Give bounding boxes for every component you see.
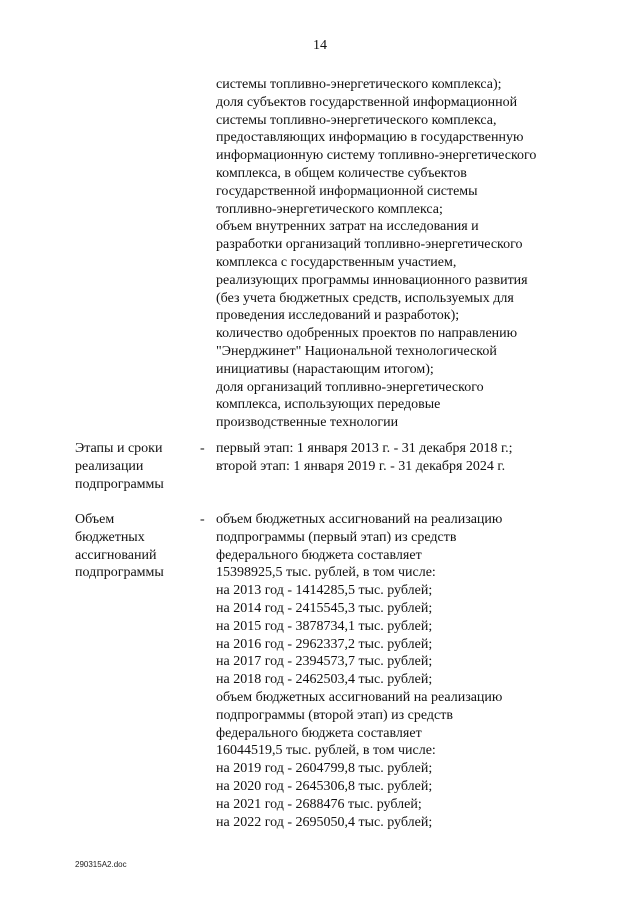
text-line: производственные технологии xyxy=(216,415,399,431)
page-number: 14 xyxy=(313,38,327,53)
stages-text-block xyxy=(216,440,513,476)
text-line: реализующих программы инновационного развития xyxy=(216,272,528,288)
label-line: ассигнований xyxy=(75,547,157,563)
budget-text-block xyxy=(216,511,502,831)
text-line: предоставляющих информацию в государственную xyxy=(216,130,524,146)
label-line: подпрограммы xyxy=(75,565,164,581)
text-line: топливно-энергетического комплекса; xyxy=(216,201,443,217)
text-line: комплекса, использующих передовые xyxy=(216,397,441,413)
label-line: Этапы и сроки xyxy=(75,441,163,456)
text-line: доля организаций топливно-энергетического xyxy=(216,379,484,395)
budget-dash: - xyxy=(200,512,205,527)
text-line: объем бюджетных ассигнований на реализацию xyxy=(216,512,503,527)
text-line: проведения исследований и разработок); xyxy=(216,308,460,324)
text-line: разработки организаций топливно-энергетического xyxy=(216,237,523,253)
text-line: доля субъектов государственной информационной xyxy=(216,94,518,110)
text-line: федерального бюджета составляет xyxy=(216,725,422,741)
text-line: "Энерджинет" Национальной технологической xyxy=(216,343,497,359)
label-line: Объем xyxy=(75,512,115,527)
text-line: подпрограммы (первый этап) из средств xyxy=(216,529,457,545)
text-line: первый этап: 1 января 2013 г. - 31 декабря 2018 г.; xyxy=(216,441,513,456)
text-line: на 2022 год - 2695050,4 тыс. рублей; xyxy=(216,814,433,830)
text-line: на 2016 год - 2962337,2 тыс. рублей; xyxy=(216,636,433,652)
text-line: 16044519,5 тыс. рублей, в том числе: xyxy=(216,743,436,759)
text-line: объем бюджетных ассигнований на реализацию xyxy=(216,689,503,705)
text-line: на 2013 год - 1414285,5 тыс. рублей; xyxy=(216,583,433,599)
footer-filename: 290315A2.doc xyxy=(75,860,127,869)
text-line: комплекса, в общем количестве субъектов xyxy=(216,165,467,181)
label-line: подпрограммы xyxy=(75,476,164,492)
text-line: на 2020 год - 2645306,8 тыс. рублей; xyxy=(216,778,433,794)
text-line: (без учета бюджетных средств, используемых для xyxy=(216,290,514,306)
text-line: на 2018 год - 2462503,4 тыс. рублей; xyxy=(216,672,433,688)
text-line: на 2015 год - 3878734,1 тыс. рублей; xyxy=(216,618,433,634)
text-line: второй этап: 1 января 2019 г. - 31 декабря 2024 г. xyxy=(216,458,506,474)
stages-label xyxy=(75,440,164,493)
text-line: 15398925,5 тыс. рублей, в том числе: xyxy=(216,565,436,581)
stages-dash: - xyxy=(200,441,205,456)
text-line: на 2014 год - 2415545,3 тыс. рублей; xyxy=(216,600,433,616)
indicators-text-block xyxy=(216,76,536,432)
text-line: федерального бюджета составляет xyxy=(216,547,422,563)
label-line: бюджетных xyxy=(75,529,145,545)
text-line: объем внутренних затрат на исследования и xyxy=(216,219,479,235)
text-line: государственной информационной системы xyxy=(216,183,478,199)
budget-label xyxy=(75,511,164,582)
text-line: системы топливно-энергетического комплекса); xyxy=(216,77,502,92)
text-line: количество одобренных проектов по направлению xyxy=(216,326,518,342)
text-line: инициативы (нарастающим итогом); xyxy=(216,361,434,377)
text-line: подпрограммы (второй этап) из средств xyxy=(216,707,453,723)
text-line: комплекса с государственным участием, xyxy=(216,254,457,270)
label-line: реализации xyxy=(75,458,144,474)
text-line: на 2019 год - 2604799,8 тыс. рублей; xyxy=(216,761,433,777)
text-line: информационную систему топливно-энергетического xyxy=(216,148,537,164)
text-line: на 2017 год - 2394573,7 тыс. рублей; xyxy=(216,654,433,670)
text-line: на 2021 год - 2688476 тыс. рублей; xyxy=(216,796,422,812)
text-line: системы топливно-энергетического комплекса, xyxy=(216,112,497,128)
